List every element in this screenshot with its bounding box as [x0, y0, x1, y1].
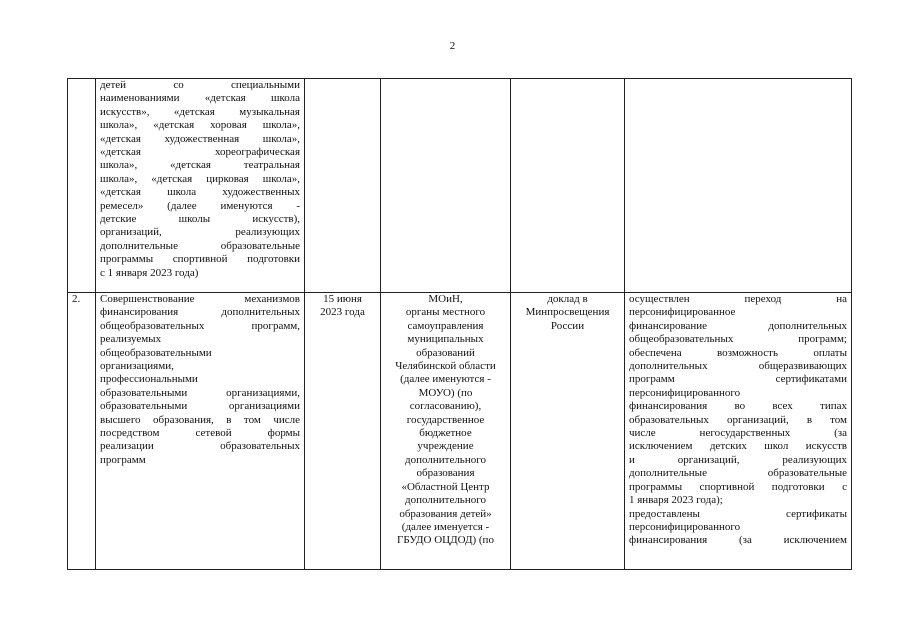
text-line: 2023 года	[320, 306, 365, 319]
text-line: дополнительные образовательные	[629, 467, 847, 480]
row-number-cell: 2.	[68, 293, 96, 570]
text-line: Челябинской области	[395, 360, 496, 373]
text-line: числе негосударственных (за	[629, 427, 847, 440]
text-line: общеобразовательных программ,	[100, 319, 300, 332]
text-line: муниципальных	[407, 333, 484, 346]
text-line: с 1 января 2023 года)	[100, 266, 199, 279]
text-line: общеобразовательных программ;	[629, 333, 847, 346]
table-row	[68, 293, 852, 570]
text-line: школа», «детская хоровая школа»,	[100, 119, 300, 132]
measures-table	[67, 78, 852, 570]
text-line: образовательных организаций, в том	[629, 413, 847, 426]
text-line: программы спортивной подготовки с	[629, 480, 847, 493]
text-line: ГБУДО ОЦДОД) (по	[397, 534, 494, 547]
text-line: посредством сетевой формы	[100, 427, 300, 440]
text-line: дополнительных общеразвивающих	[629, 360, 847, 373]
text-line: дополнительные образовательные	[100, 239, 300, 252]
text-line: детские школы искусств),	[100, 213, 300, 226]
result-cell	[625, 293, 852, 570]
text-line: осуществлен переход на	[629, 293, 847, 305]
text-line: 15 июня	[323, 293, 362, 305]
text-line: образовательными организациями,	[100, 386, 300, 399]
text-line: высшего образования, в том числе	[100, 413, 300, 426]
text-line: доклад в	[547, 293, 588, 305]
deadline-cell	[305, 79, 381, 293]
text-line: финансирование дополнительных	[629, 319, 847, 332]
text-line: 1 января 2023 года);	[629, 494, 723, 507]
deadline-cell	[305, 293, 381, 570]
result-cell	[625, 79, 852, 293]
text-line: «Областной Центр	[401, 480, 490, 493]
text-line: бюджетное	[419, 427, 472, 440]
text-line: реализуемых	[100, 333, 162, 346]
page-number: 2	[449, 40, 456, 52]
text-line: государственное	[406, 413, 485, 426]
text-line: ремесел» (далее именуются -	[100, 199, 300, 212]
text-line: программы спортивной подготовки	[100, 253, 300, 266]
text-line: учреждение	[417, 440, 474, 453]
text-line: программ сертификатами	[629, 373, 847, 386]
text-line: «детская школа художественных	[100, 186, 300, 199]
text-line: Минпросвещения	[525, 306, 610, 319]
text-line: предоставлены сертификаты	[629, 507, 847, 520]
text-line: школа», «детская театральная	[100, 159, 300, 172]
text-line: общеобразовательными	[100, 346, 212, 359]
text-line: «детская хореографическая	[100, 146, 300, 159]
row-number-cell	[68, 79, 96, 293]
text-line: дополнительного	[405, 494, 486, 507]
result-type-cell	[511, 79, 625, 293]
text-line: реализации образовательных	[100, 440, 300, 453]
text-line: искусств», «детская музыкальная	[100, 105, 300, 118]
text-line: организациями,	[100, 360, 174, 373]
text-line: МОУО) (по	[418, 386, 473, 399]
text-line: исключением детских школ искусств	[629, 440, 847, 453]
text-line: программ	[100, 453, 146, 466]
responsible-cell	[381, 293, 511, 570]
text-line: финансирования (за исключением	[629, 534, 847, 547]
measure-cell	[96, 79, 305, 293]
text-line: образования детей»	[399, 507, 492, 520]
text-line: обеспечена возможность оплаты	[629, 346, 847, 359]
measure-cell	[96, 293, 305, 570]
text-line: «детская художественная школа»,	[100, 132, 300, 145]
text-line: детей со специальными	[100, 79, 300, 91]
text-line: наименованиями «детская школа	[100, 92, 300, 105]
text-line: персонифицированного	[629, 520, 741, 533]
text-line: и организаций, реализующих	[629, 453, 847, 466]
text-line: профессиональными	[100, 373, 198, 386]
result-type-cell	[511, 293, 625, 570]
text-line: органы местного	[405, 306, 486, 319]
text-line: МОиН,	[428, 293, 463, 305]
text-line: согласованию),	[409, 400, 482, 413]
text-line: организаций, реализующих	[100, 226, 300, 239]
text-line: Совершенствование механизмов	[100, 293, 300, 305]
table-row	[68, 79, 852, 293]
text-line: (далее именуется -	[401, 520, 490, 533]
text-line: персонифицированного	[629, 386, 741, 399]
text-line: образования	[416, 467, 475, 480]
text-line: образований	[416, 346, 475, 359]
text-line: финансирования дополнительных	[100, 306, 300, 319]
text-line: России	[550, 319, 585, 332]
text-line: (далее именуются -	[400, 373, 491, 386]
text-line: финансирования во всех типах	[629, 400, 847, 413]
text-line: самоуправления	[407, 319, 484, 332]
responsible-cell	[381, 79, 511, 293]
text-line: дополнительного	[405, 453, 486, 466]
text-line: школа», «детская цирковая школа»,	[100, 172, 300, 185]
text-line: образовательными организациями	[100, 400, 300, 413]
text-line: персонифицированное	[629, 306, 736, 319]
